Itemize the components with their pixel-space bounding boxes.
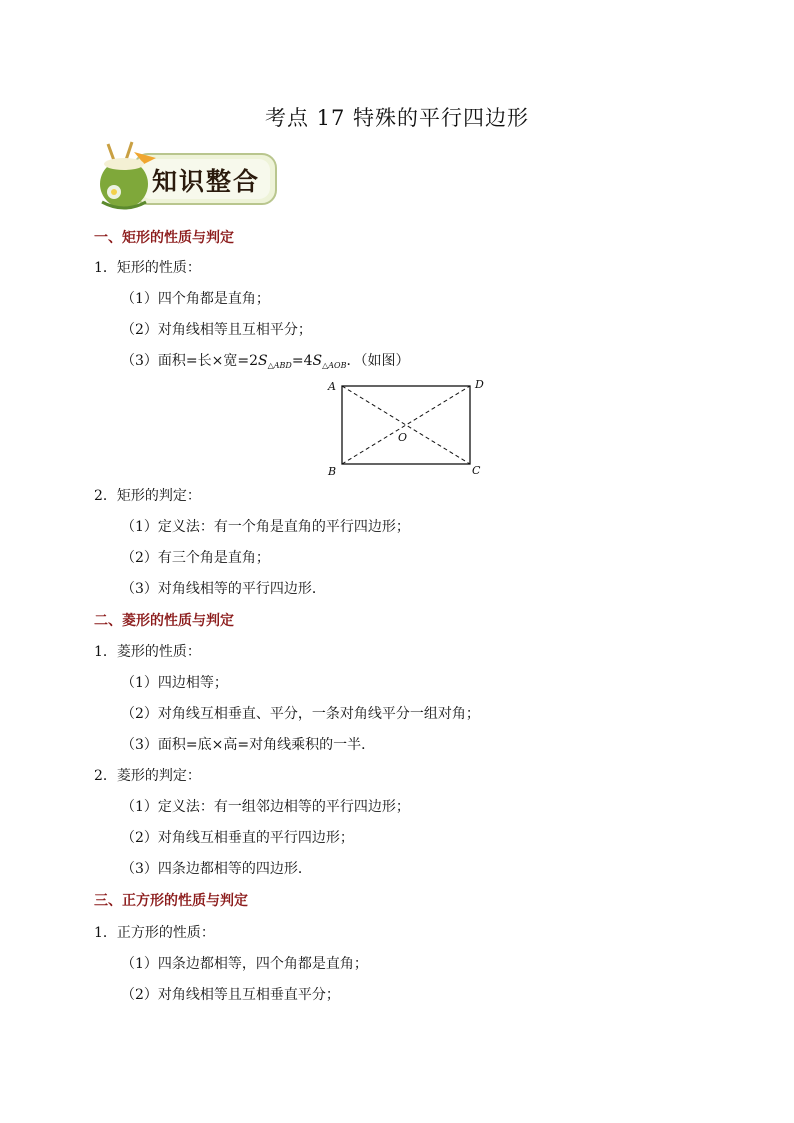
rectangle-property-2: （2）对角线相等且互相平分； (121, 322, 312, 338)
rhombus-criterion-1: （1）定义法：有一组邻边相等的平行四边形； (121, 799, 410, 815)
square-properties-label: 1．正方形的性质： (94, 925, 215, 941)
rectangle-criterion-2: （2）有三个角是直角； (121, 550, 270, 566)
knowledge-banner (94, 140, 280, 214)
rectangle-criterion-1: （1）定义法：有一个角是直角的平行四边形； (121, 519, 410, 535)
rhombus-criteria-label: 2．菱形的判定： (94, 768, 201, 784)
page-title: 考点 17 特殊的平行四边形 (264, 106, 530, 130)
rectangle-criteria-label: 2．矩形的判定： (94, 488, 201, 504)
section-heading-square: 三、正方形的性质与判定 (94, 893, 248, 909)
rectangle-property-1: （1）四个角都是直角； (121, 291, 270, 307)
center-o-label: O (398, 431, 408, 444)
square-property-2: （2）对角线相等且互相垂直平分； (121, 987, 340, 1003)
square-property-1: （1）四条边都相等，四个角都是直角； (121, 956, 368, 972)
vertex-b-label: B (328, 465, 337, 478)
rectangle-properties-label: 1．矩形的性质： (94, 260, 201, 276)
rhombus-criterion-2: （2）对角线互相垂直的平行四边形； (121, 830, 354, 846)
rhombus-property-3: （3）面积=底×高=对角线乘积的一半． (121, 737, 376, 753)
section-heading-rhombus: 二、菱形的性质与判定 (94, 613, 234, 629)
rectangle-diagram (326, 372, 490, 478)
rhombus-property-2: （2）对角线互相垂直、平分，一条对角线平分一组对角； (121, 706, 480, 722)
vertex-c-label: C (472, 464, 481, 477)
section-heading-rectangle: 一、矩形的性质与判定 (94, 230, 234, 246)
rhombus-criterion-3: （3）四条边都相等的四边形． (121, 861, 312, 877)
vertex-d-label: D (475, 378, 484, 391)
banner-title: 知识整合 (152, 167, 261, 196)
rectangle-property-3: （3）面积=长×宽$=2S_{\triangle ABD}=4S_{\triangle AOB}$．（如图） (121, 353, 410, 370)
vertex-a-label: A (328, 380, 336, 393)
rectangle-criterion-3: （3）对角线相等的平行四边形． (121, 581, 326, 597)
rhombus-properties-label: 1．菱形的性质： (94, 644, 201, 660)
rhombus-property-1: （1）四边相等； (121, 675, 228, 691)
